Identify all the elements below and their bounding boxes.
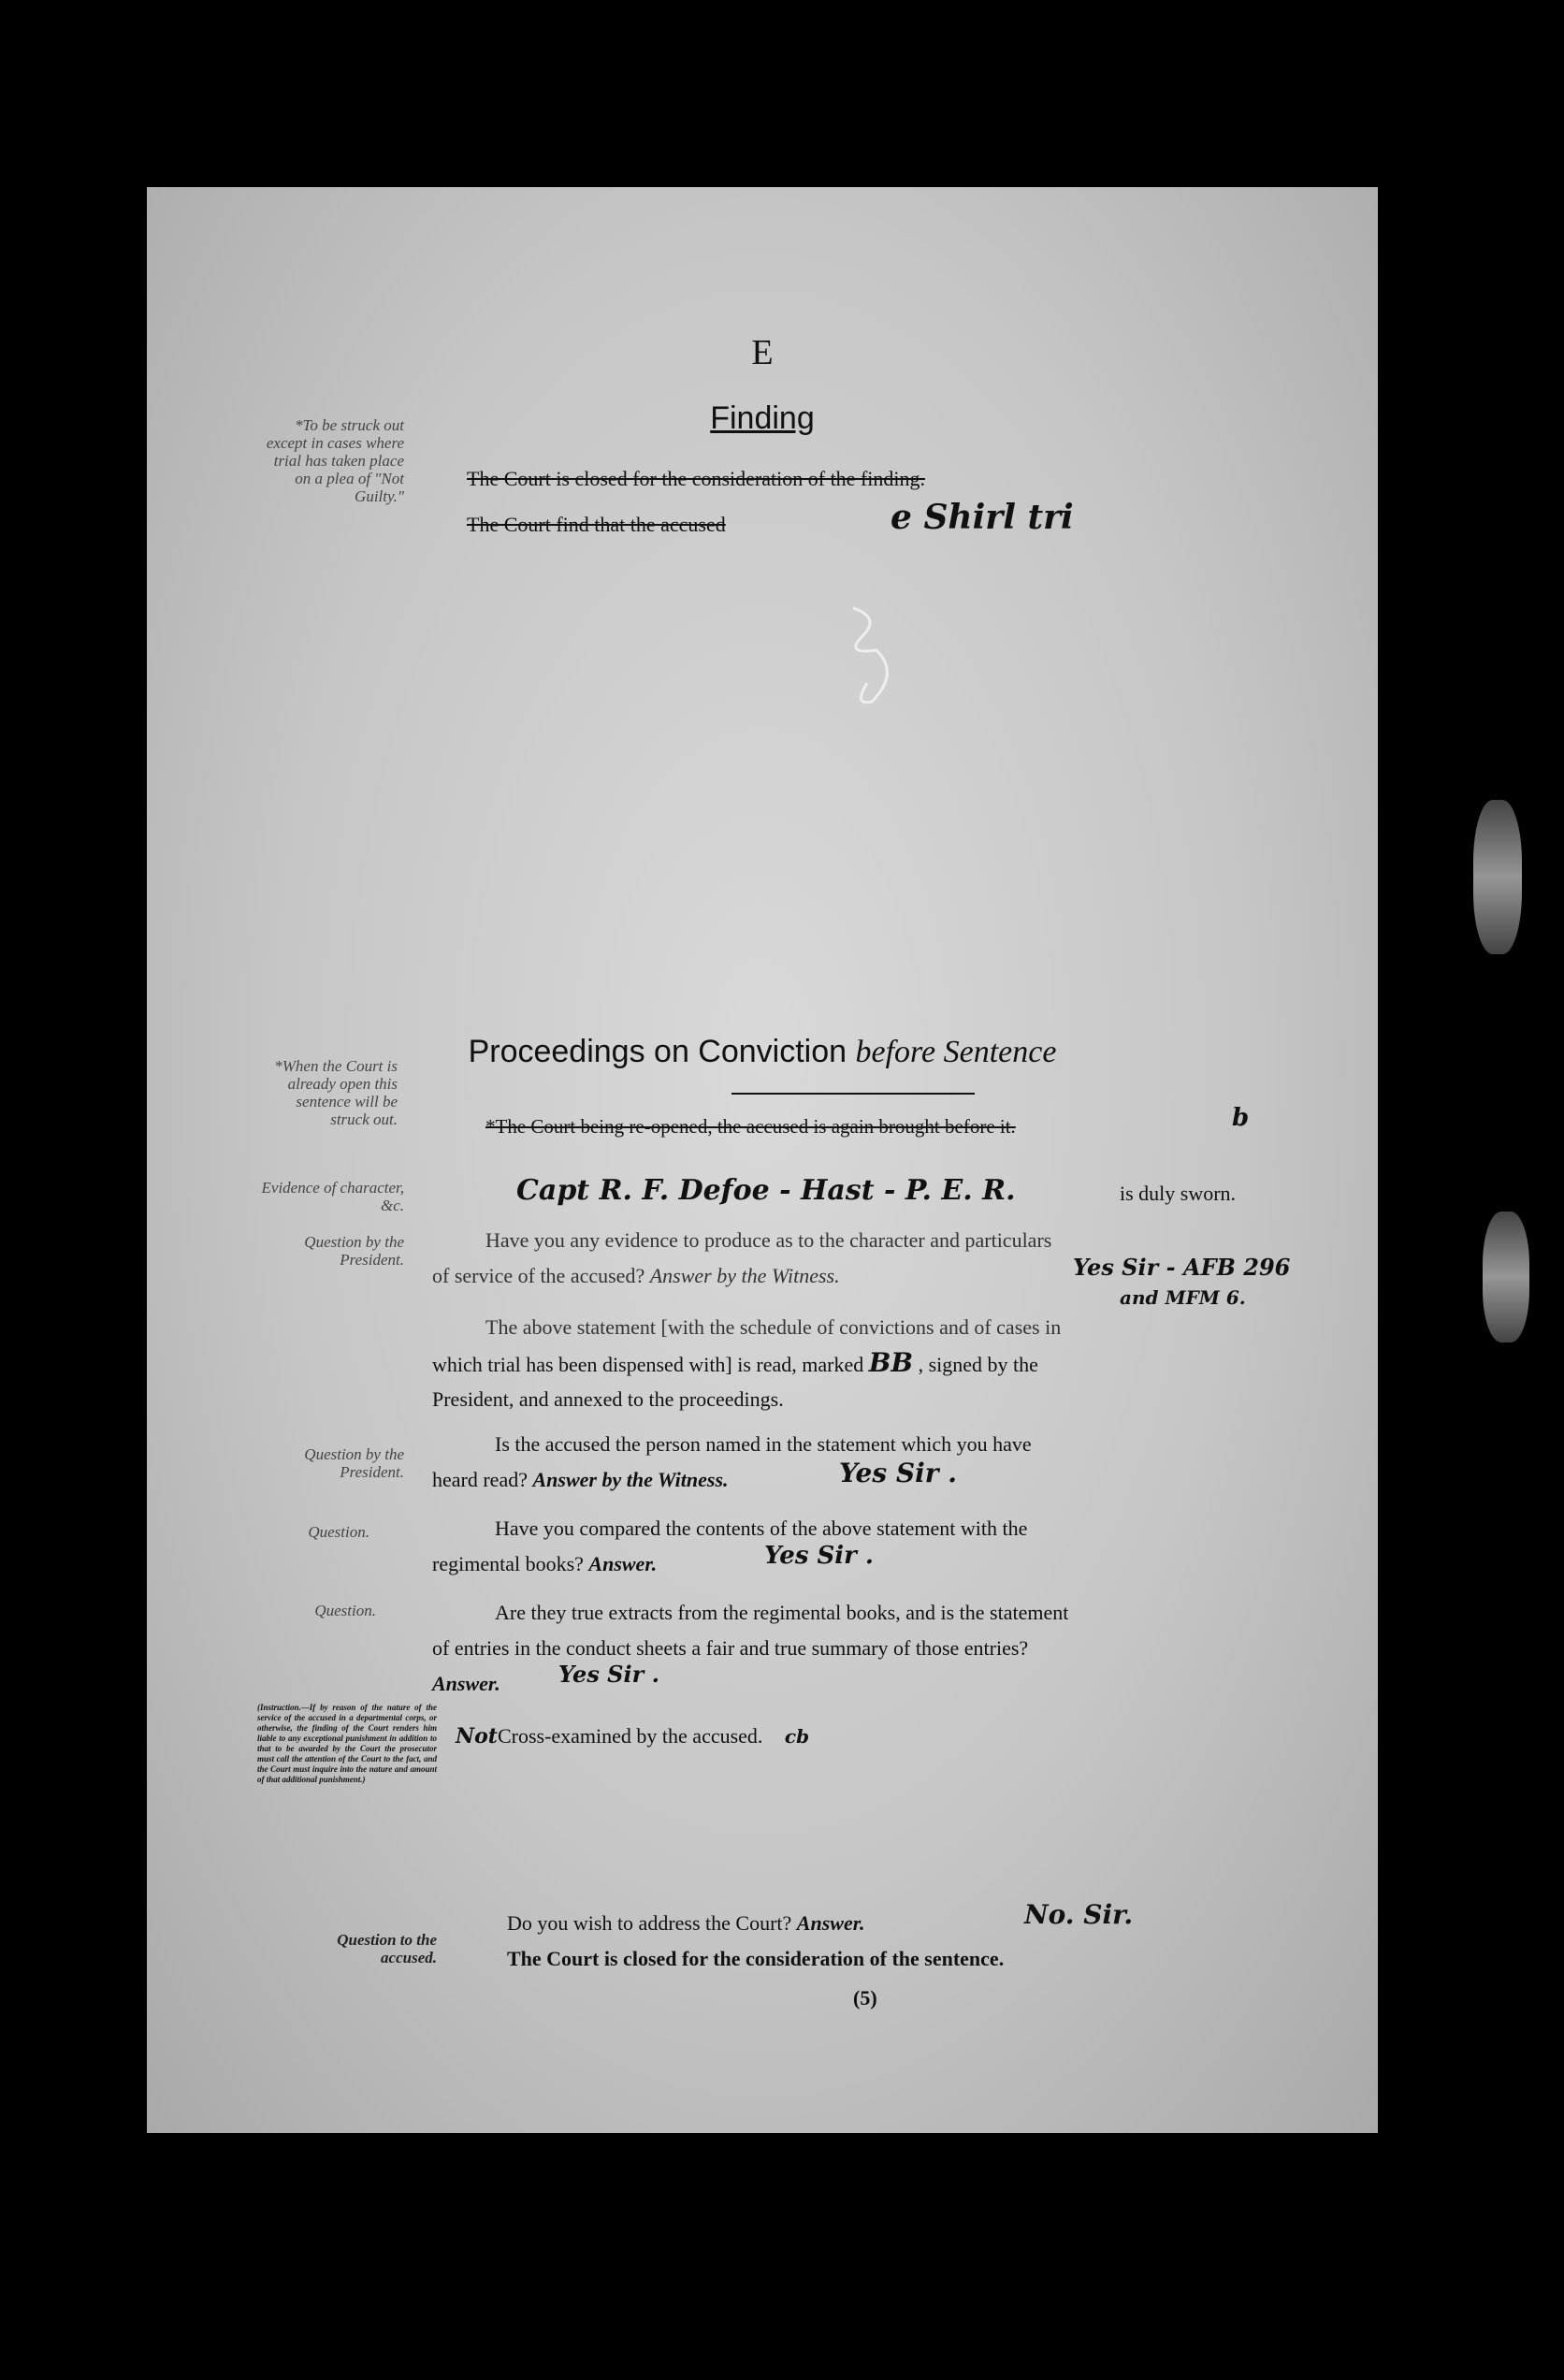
- document-page: [147, 187, 1378, 2133]
- finding-side-note: *To be struck out except in cases where trial has taken place on a plea of "Not Guilty.": [266, 416, 404, 505]
- conviction-heading: [147, 1034, 1378, 1070]
- q2-answer-label: Answer by the Witness.: [532, 1468, 729, 1491]
- cross-examined-text: Cross-examined by the accused.: [497, 1724, 763, 1748]
- film-edge-reflection-bottom: [1483, 1212, 1529, 1342]
- cross-handwriting: Not: [456, 1724, 498, 1749]
- statement-line-1: The above statement [with the schedule of convictions and of cases in: [485, 1315, 1062, 1339]
- question-side-2: Question.: [314, 1602, 376, 1619]
- q1-handwriting: Yes Sir - AFB 296: [1073, 1254, 1291, 1281]
- q2-line-1: Is the accused the person named in the statement which you have: [495, 1432, 1032, 1456]
- q2-part-2: heard read?: [432, 1468, 528, 1491]
- conviction-heading-main: Proceedings on Conviction: [468, 1034, 847, 1069]
- q3-answer-label: Answer.: [588, 1552, 658, 1575]
- film-edge-reflection-top: [1473, 800, 1522, 954]
- q4-line-2: of entries in the conduct sheets a fair and true summary of those entries?: [432, 1636, 1029, 1660]
- q4-answer-label: Answer.: [432, 1672, 500, 1695]
- reopened-line: *The Court being re-opened, the accused is again brought before it.: [485, 1115, 1016, 1138]
- statement-line-2: [432, 1347, 1038, 1378]
- q3-part-2: regimental books?: [432, 1552, 584, 1575]
- q2-handwriting: Yes Sir .: [839, 1458, 957, 1488]
- sworn-text: is duly sworn.: [1120, 1182, 1237, 1205]
- statement-mark-handwriting: BB: [868, 1347, 914, 1378]
- finding-handwriting: e Shirl tri: [891, 498, 1074, 537]
- q5-text: Do you wish to address the Court?: [507, 1911, 792, 1935]
- question-side-1: Question.: [308, 1523, 369, 1541]
- heading-rule: [731, 1093, 975, 1095]
- q4-line-1: Are they true extracts from the regimental books, and is the statement: [495, 1601, 1069, 1624]
- cross-handwriting-2: cb: [784, 1725, 810, 1748]
- q1-part-2: of service of the accused?: [432, 1264, 645, 1287]
- q1-handwriting-2: and MFM 6.: [1120, 1286, 1246, 1309]
- q5-answer-label: Answer.: [796, 1911, 865, 1935]
- evidence-side-note: Evidence of character, &c.: [261, 1179, 404, 1214]
- faint-scribble: [834, 599, 909, 711]
- finding-line-2: The Court find that the accused: [467, 513, 726, 536]
- q3-line-2: [432, 1551, 657, 1577]
- q5-line: [507, 1910, 865, 1937]
- q3-line-1: Have you compared the contents of the above statement with the: [495, 1517, 1028, 1540]
- finding-heading: Finding: [710, 400, 815, 436]
- reopened-hand: b: [1232, 1104, 1250, 1132]
- when-side-note: *When the Court is already open this sentence will be struck out.: [274, 1057, 398, 1128]
- q1-line-2: [432, 1263, 840, 1289]
- q3-handwriting: Yes Sir .: [764, 1542, 874, 1570]
- q2-line-2: [432, 1467, 729, 1493]
- statement-line-3: President, and annexed to the proceedings.: [432, 1387, 784, 1411]
- q4-handwriting: Yes Sir .: [558, 1661, 659, 1688]
- witness-name-handwriting: Capt R. F. Defoe - Hast - P. E. R.: [516, 1174, 1016, 1207]
- conviction-heading-italic: before Sentence: [855, 1035, 1057, 1069]
- closing-line: The Court is closed for the consideration of the sentence.: [507, 1947, 1005, 1970]
- finding-line-1: The Court is closed for the consideration of the finding.: [467, 467, 925, 490]
- q1-answer-label: Answer by the Witness.: [649, 1264, 840, 1287]
- q1-line-1: Have you any evidence to produce as to the character and particulars: [485, 1228, 1052, 1252]
- question-president-side-2: Question by the President.: [304, 1445, 404, 1481]
- question-president-side-1: Question by the President.: [304, 1233, 404, 1269]
- page-number: (5): [853, 1986, 877, 2010]
- statement-part-2: which trial has been dispensed with] is read, marked: [432, 1353, 864, 1376]
- question-accused-side: Question to the accused.: [337, 1931, 437, 1966]
- cross-examined-line: [456, 1723, 809, 1749]
- instruction-note: (Instruction.—If by reason of the nature of the service of the accused in a departmental corps, or otherwise, the finding of the Court renders him liable to any exceptional punishment in addition to that to be awarded by the Court the prosecutor must call the attention of the Court to the fact, and the Court must inquire into the nature and amount of that additional punishment.): [257, 1703, 437, 1784]
- q4-line-3: [432, 1671, 500, 1697]
- statement-part-3: , signed by the: [918, 1353, 1038, 1376]
- section-letter: E: [751, 333, 774, 372]
- q5-handwriting: No. Sir.: [1024, 1899, 1134, 1930]
